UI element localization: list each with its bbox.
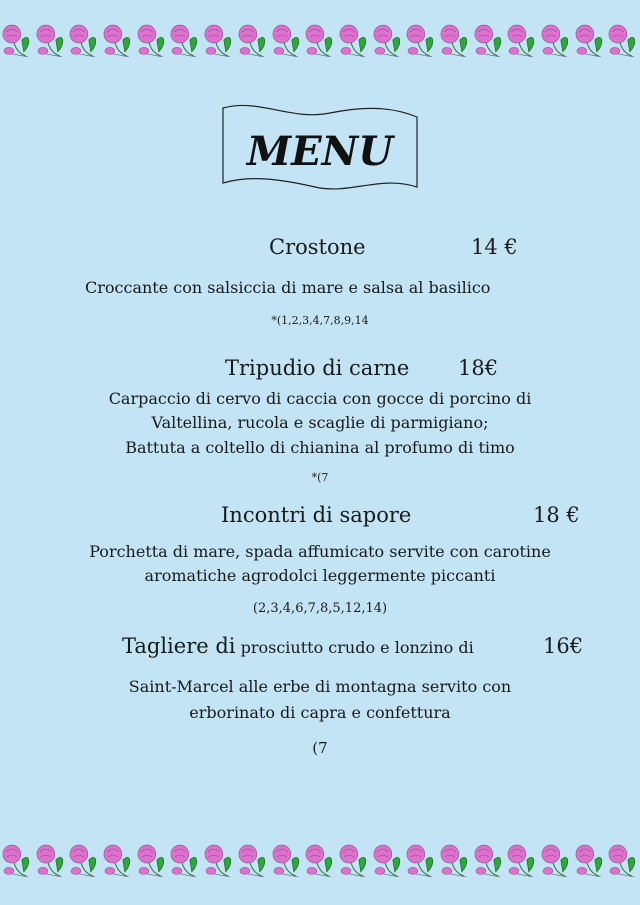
dish-price: 16€	[543, 634, 584, 658]
rose-icon	[404, 22, 438, 60]
dish-allergens: (7	[312, 739, 328, 757]
rose-icon	[505, 22, 539, 60]
rose-icon	[472, 22, 506, 60]
rose-icon	[34, 22, 68, 60]
dish-name-line	[122, 634, 474, 658]
rose-icon	[371, 22, 405, 60]
dish-description: erborinato di capra e confettura	[189, 703, 451, 722]
dish-description: Saint-Marcel alle erbe di montagna servito con	[128, 677, 512, 696]
rose-icon	[135, 22, 169, 60]
dish-name: Incontri di sapore	[221, 503, 412, 527]
menu-title: MENU	[246, 128, 394, 175]
rose-icon	[337, 842, 371, 880]
rose-icon	[202, 22, 236, 60]
dish-price: 18 €	[533, 503, 580, 527]
rose-icon	[371, 842, 405, 880]
rose-icon	[606, 22, 640, 60]
rose-icon	[67, 842, 101, 880]
dish-allergens: *(7	[311, 471, 329, 484]
rose-icon	[337, 22, 371, 60]
rose-icon	[606, 842, 640, 880]
rose-icon	[67, 22, 101, 60]
dish-description: Carpaccio di cervo di caccia con gocce di porcino di	[108, 389, 532, 408]
rose-icon	[168, 842, 202, 880]
dish-description: aromatiche agrodolci leggermente piccanti	[144, 566, 496, 585]
rose-icon	[270, 22, 304, 60]
rose-icon	[472, 842, 506, 880]
dish-allergens: *(1,2,3,4,7,8,9,14	[271, 314, 369, 327]
rose-icon	[0, 842, 34, 880]
dish-description: Battuta a coltello di chianina al profumo di timo	[125, 438, 515, 457]
dish-description: Valtellina, rucola e scaglie di parmigiano;	[151, 413, 489, 432]
rose-border-bottom	[0, 842, 640, 880]
rose-icon	[573, 842, 607, 880]
dish-allergens: (2,3,4,6,7,8,5,12,14)	[252, 601, 388, 616]
rose-border-top	[0, 22, 640, 60]
rose-icon	[573, 22, 607, 60]
rose-icon	[539, 22, 573, 60]
dish-name: Tagliere di	[122, 634, 236, 658]
rose-icon	[303, 22, 337, 60]
menu-title-banner	[220, 103, 420, 193]
rose-icon	[303, 842, 337, 880]
rose-icon	[101, 842, 135, 880]
rose-icon	[505, 842, 539, 880]
rose-icon	[0, 22, 34, 60]
rose-icon	[202, 842, 236, 880]
rose-icon	[236, 842, 270, 880]
rose-icon	[270, 842, 304, 880]
dish-price: 14 €	[471, 235, 518, 259]
dish-description: Porchetta di mare, spada affumicato servite con carotine	[89, 542, 551, 561]
rose-icon	[101, 22, 135, 60]
rose-icon	[438, 842, 472, 880]
rose-icon	[438, 22, 472, 60]
dish-price: 18€	[458, 356, 499, 380]
dish-name: Crostone	[269, 235, 366, 259]
rose-icon	[236, 22, 270, 60]
rose-icon	[168, 22, 202, 60]
dish-name-rest: prosciutto crudo e lonzino di	[240, 638, 474, 657]
rose-icon	[404, 842, 438, 880]
dish-name: Tripudio di carne	[225, 356, 410, 380]
rose-icon	[539, 842, 573, 880]
rose-icon	[34, 842, 68, 880]
rose-icon	[135, 842, 169, 880]
dish-description: Croccante con salsiccia di mare e salsa al basilico	[85, 278, 491, 297]
